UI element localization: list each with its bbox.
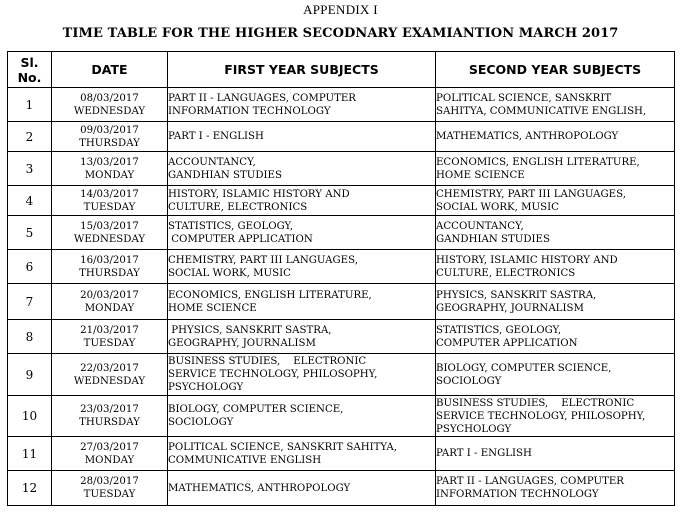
first-year-subjects [168,284,436,320]
subject-line: GANDHIAN STUDIES [168,169,282,181]
subject-line: SOCIOLOGY [436,375,502,387]
exam-date-cell [52,250,168,284]
table-row [8,216,675,250]
subject-line: INFORMATION TECHNOLOGY [168,105,331,117]
table-row [8,88,675,122]
table-row [8,122,675,152]
exam-day: MONDAY [84,169,135,181]
exam-day: THURSDAY [79,417,140,428]
second-year-subjects [436,186,675,216]
table-row [8,471,675,506]
exam-day: TUESDAY [83,337,136,349]
subject-line: STATISTICS, GEOLOGY, [436,324,562,336]
exam-date-cell [52,471,168,506]
exam-day: WEDNESDAY [73,105,146,117]
header-first-year: FIRST YEAR SUBJECTS [168,52,436,88]
subject-line: ACCOUNTANCY, [436,220,524,232]
second-year-subjects [436,152,675,186]
exam-date: 08/03/2017 [80,92,139,104]
header-date: DATE [52,52,168,88]
table-row [8,152,675,186]
first-year-subjects [168,216,436,250]
exam-date-cell [52,396,168,437]
exam-date-cell [52,320,168,354]
exam-date: 21/03/2017 [80,324,139,336]
first-year-subjects [168,152,436,186]
exam-date: 14/03/2017 [80,188,139,200]
first-year-subjects [168,250,436,284]
exam-date: 15/03/2017 [80,220,139,232]
subject-line: ACCOUNTANCY, [168,156,256,168]
exam-date: 22/03/2017 [80,362,139,374]
subject-line: POLITICAL SCIENCE, SANSKRIT [436,92,612,104]
subject-line: PART I - ENGLISH [436,448,532,459]
subject-line: COMPUTER APPLICATION [436,337,578,349]
header-sl-line1: Sl. [20,54,39,70]
serial-number: 7 [8,284,52,320]
exam-date-cell [52,88,168,122]
serial-number: 6 [8,250,52,284]
serial-number: 8 [8,320,52,354]
subject-line: HOME SCIENCE [436,169,525,181]
exam-date-cell [52,122,168,152]
exam-date-cell [52,437,168,471]
subject-line: BUSINESS STUDIES, ELECTRONIC [436,397,635,409]
table-row [8,320,675,354]
exam-date: 28/03/2017 [80,476,139,487]
second-year-subjects [436,320,675,354]
exam-day: WEDNESDAY [73,375,146,387]
subject-line: HISTORY, ISLAMIC HISTORY AND [436,254,618,266]
second-year-subjects [436,396,675,437]
second-year-subjects [436,250,675,284]
exam-date: 13/03/2017 [80,156,139,168]
exam-day: MONDAY [84,454,135,466]
subject-line: SERVICE TECHNOLOGY, PHILOSOPHY, [168,369,378,380]
subject-line: PART II - LANGUAGES, COMPUTER [168,92,356,104]
subject-line: COMMUNICATIVE ENGLISH [168,454,322,466]
first-year-subjects [168,437,436,471]
second-year-subjects [436,88,675,122]
serial-number: 3 [8,152,52,186]
exam-day: MONDAY [84,302,135,314]
serial-number: 4 [8,186,52,216]
subject-line: CULTURE, ELECTRONICS [168,201,308,213]
table-row [8,284,675,320]
exam-day: WEDNESDAY [73,233,146,245]
subject-line: CHEMISTRY, PART III LANGUAGES, [168,254,358,266]
first-year-subjects [168,320,436,354]
serial-number: 10 [8,396,52,437]
exam-date-cell [52,284,168,320]
subject-line: SAHITYA, COMMUNICATIVE ENGLISH, [436,105,647,117]
subject-line: GEOGRAPHY, JOURNALISM [436,302,584,314]
exam-day: TUESDAY [83,489,136,500]
second-year-subjects [436,471,675,506]
serial-number: 9 [8,354,52,396]
serial-number: 2 [8,122,52,152]
subject-line: PSYCHOLOGY [436,423,512,435]
subject-line: PART II - LANGUAGES, COMPUTER [436,476,624,487]
appendix-label: APPENDIX I [303,2,378,17]
second-year-subjects [436,284,675,320]
table-row [8,396,675,437]
exam-day: THURSDAY [79,267,140,279]
first-year-subjects [168,122,436,152]
table-row [8,186,675,216]
exam-date-cell [52,354,168,396]
subject-line: GEOGRAPHY, JOURNALISM [168,337,316,349]
subject-line: POLITICAL SCIENCE, SANSKRIT SAHITYA, [168,441,397,453]
exam-day: THURSDAY [79,137,140,149]
header-second-year: SECOND YEAR SUBJECTS [436,52,675,88]
serial-number: 5 [8,216,52,250]
first-year-subjects [168,186,436,216]
subject-line: MATHEMATICS, ANTHROPOLOGY [168,482,351,494]
subject-line: HISTORY, ISLAMIC HISTORY AND [168,188,350,200]
second-year-subjects [436,122,675,152]
first-year-subjects [168,354,436,396]
timetable-body [8,88,675,506]
subject-line: GANDHIAN STUDIES [436,233,550,245]
first-year-subjects [168,396,436,437]
exam-date-cell [52,216,168,250]
subject-line: PART I - ENGLISH [168,131,264,142]
subject-line: CULTURE, ELECTRONICS [436,267,576,279]
subject-line: ECONOMICS, ENGLISH LITERATURE, [436,156,640,168]
table-row [8,437,675,471]
first-year-subjects [168,88,436,122]
exam-date-cell [52,152,168,186]
subject-line: MATHEMATICS, ANTHROPOLOGY [436,131,619,142]
subject-line: CHEMISTRY, PART III LANGUAGES, [436,188,626,200]
exam-date: 20/03/2017 [80,289,139,301]
serial-number: 1 [8,88,52,122]
subject-line: BUSINESS STUDIES, ELECTRONIC [168,356,367,367]
subject-line: SOCIAL WORK, MUSIC [168,267,291,279]
header-row [8,52,675,88]
first-year-subjects [168,471,436,506]
subject-line: STATISTICS, GEOLOGY, [168,220,294,232]
exam-date-cell [52,186,168,216]
second-year-subjects [436,354,675,396]
subject-line: HOME SCIENCE [168,302,257,314]
second-year-subjects [436,437,675,471]
subject-line: SOCIOLOGY [168,417,234,428]
subject-line: BIOLOGY, COMPUTER SCIENCE, [168,404,344,415]
subject-line: BIOLOGY, COMPUTER SCIENCE, [436,362,612,374]
subject-line: COMPUTER APPLICATION [168,233,313,245]
exam-date: 23/03/2017 [80,404,139,415]
second-year-subjects [436,216,675,250]
exam-date: 16/03/2017 [80,254,139,266]
exam-date: 09/03/2017 [80,124,139,136]
serial-number: 12 [8,471,52,506]
subject-line: PSYCHOLOGY [168,382,244,393]
page-title: TIME TABLE FOR THE HIGHER SECODNARY EXAMIANTION MARCH 2017 [62,26,619,41]
header-sl-line2: No. [17,69,42,85]
table-row [8,250,675,284]
serial-number: 11 [8,437,52,471]
subject-line: SERVICE TECHNOLOGY, PHILOSOPHY, [436,410,646,422]
subject-line: INFORMATION TECHNOLOGY [436,489,599,500]
subject-line: PHYSICS, SANSKRIT SASTRA, [436,289,597,301]
exam-day: TUESDAY [83,201,136,213]
subject-line: PHYSICS, SANSKRIT SASTRA, [168,324,332,336]
header-sl-no [8,52,52,88]
exam-date: 27/03/2017 [80,441,139,453]
subject-line: SOCIAL WORK, MUSIC [436,201,559,213]
subject-line: ECONOMICS, ENGLISH LITERATURE, [168,289,372,301]
timetable [7,51,675,506]
table-row [8,354,675,396]
